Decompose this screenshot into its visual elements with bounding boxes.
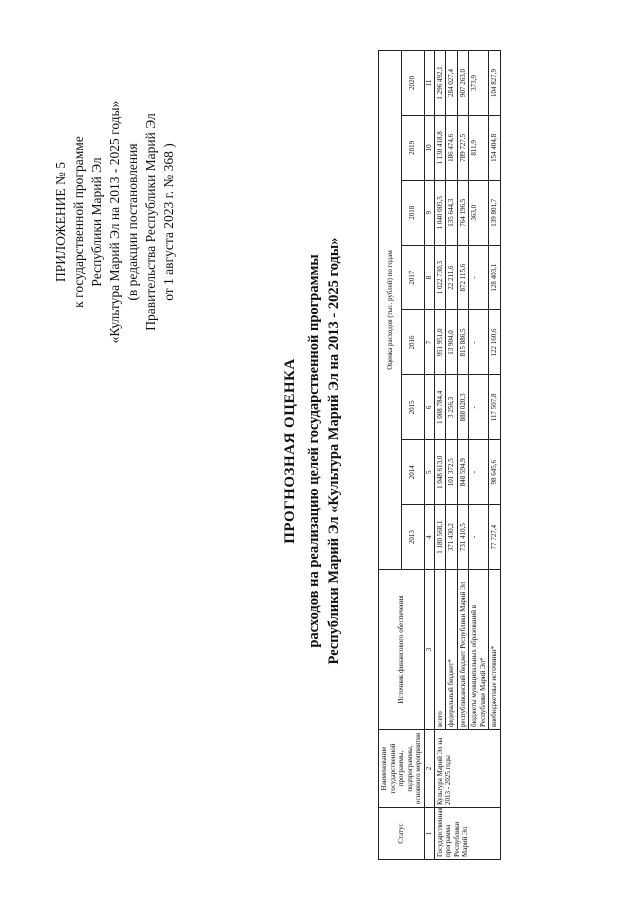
- program-name-cell: Культура Марий Эл на 2013 - 2025 годы: [434, 730, 500, 808]
- value-cell: 77 727,4: [489, 505, 501, 570]
- source-cell: республиканский бюджет Республики Марий Эл: [457, 570, 469, 730]
- year-header: 2015: [401, 375, 424, 440]
- source-cell: внебюджетные источники*: [489, 570, 501, 730]
- column-index: 3: [424, 570, 434, 730]
- year-header: 2014: [401, 440, 424, 505]
- source-cell: всего: [434, 570, 446, 730]
- column-index: 7: [424, 310, 434, 375]
- source-cell: федеральный бюджет*: [446, 570, 458, 730]
- value-cell: 811,9: [469, 115, 489, 180]
- value-cell: 3 256,3: [446, 375, 458, 440]
- value-cell: 122 160,6: [489, 310, 501, 375]
- table-row: [434, 51, 446, 860]
- year-header: 2019: [401, 115, 424, 180]
- value-cell: 815 886,5: [457, 310, 469, 375]
- document-subtitle: расходов на реализацию целей государственной программы: [306, 254, 322, 648]
- column-index: 4: [424, 505, 434, 570]
- value-cell: 363,0: [469, 180, 489, 245]
- appendix-line: к государственной программе: [71, 136, 86, 308]
- appendix-line: (в редакции постановления: [125, 143, 140, 301]
- value-cell: 139 801,7: [489, 180, 501, 245]
- value-cell: -: [469, 310, 489, 375]
- year-header: 2013: [401, 505, 424, 570]
- value-cell: 154 404,8: [489, 115, 501, 180]
- appendix-line: ПРИЛОЖЕНИЕ № 5: [53, 161, 68, 283]
- value-cell: 1 130 418,8: [434, 115, 446, 180]
- value-cell: 13 904,0: [446, 310, 458, 375]
- value-cell: 764 196,5: [457, 180, 469, 245]
- header-source: Источник финансового обеспечения: [379, 570, 425, 730]
- year-header: 2017: [401, 245, 424, 310]
- column-index: 2: [424, 730, 434, 808]
- status-cell: Государственная программа Республики Марий Эл: [434, 808, 500, 860]
- value-cell: 104 827,9: [489, 51, 501, 116]
- value-cell: 1 008 784,4: [434, 375, 446, 440]
- value-cell: 186 474,6: [446, 115, 458, 180]
- value-cell: -: [469, 375, 489, 440]
- value-cell: 951 951,0: [434, 310, 446, 375]
- appendix-line: Правительства Республики Марий Эл: [143, 113, 158, 331]
- value-cell: 731 410,5: [457, 505, 469, 570]
- column-index: 11: [424, 51, 434, 116]
- value-cell: 117 507,8: [489, 375, 501, 440]
- appendix-line: Республики Марий Эл: [89, 157, 104, 287]
- value-cell: -: [469, 245, 489, 310]
- expense-estimate-table: [378, 50, 501, 860]
- value-cell: 1 048 613,0: [434, 440, 446, 505]
- value-cell: 789 727,5: [457, 115, 469, 180]
- appendix-line: от 1 августа 2023 г. № 368 ): [161, 143, 176, 301]
- value-cell: 98 645,6: [489, 440, 501, 505]
- appendix-block: [52, 42, 178, 402]
- value-cell: 848 594,9: [457, 440, 469, 505]
- value-cell: 872 115,6: [457, 245, 469, 310]
- column-index: 6: [424, 375, 434, 440]
- table-header-row: [379, 51, 402, 860]
- header-status: Статус: [379, 808, 425, 860]
- column-index: 1: [424, 808, 434, 860]
- document-subtitle-program: Республики Марий Эл «Культура Марий Эл на 2013 - 2025 годы»: [326, 237, 342, 665]
- value-cell: 1 180 568,1: [434, 505, 446, 570]
- year-header: 2016: [401, 310, 424, 375]
- column-index-row: [424, 51, 434, 860]
- value-cell: -: [469, 440, 489, 505]
- column-index: 10: [424, 115, 434, 180]
- value-cell: 371 430,2: [446, 505, 458, 570]
- value-cell: 101 372,5: [446, 440, 458, 505]
- column-index: 5: [424, 440, 434, 505]
- value-cell: 22 211,6: [446, 245, 458, 310]
- value-cell: 907 263,0: [457, 51, 469, 116]
- year-header: 2018: [401, 180, 424, 245]
- value-cell: 284 027,4: [446, 51, 458, 116]
- column-index: 9: [424, 180, 434, 245]
- value-cell: 373,9: [469, 51, 489, 116]
- value-cell: 128 403,1: [489, 245, 501, 310]
- value-cell: 135 644,3: [446, 180, 458, 245]
- column-index: 8: [424, 245, 434, 310]
- value-cell: 888 020,3: [457, 375, 469, 440]
- header-name: Наименование государственной программы, подпрограммы, основного мероприятия: [379, 730, 425, 808]
- appendix-line: «Культура Марий Эл на 2013 - 2025 годы»: [107, 100, 122, 344]
- value-cell: 1 040 005,5: [434, 180, 446, 245]
- value-cell: -: [469, 505, 489, 570]
- document-title: ПРОГНОЗНАЯ ОЦЕНКА: [282, 358, 298, 544]
- source-cell: бюджеты муниципальных образований в Республике Марий Эл*: [469, 570, 489, 730]
- value-cell: 1 022 730,3: [434, 245, 446, 310]
- header-estimate: Оценка расходов (тыс. рублей) по годам: [379, 51, 402, 570]
- value-cell: 1 296 492,1: [434, 51, 446, 116]
- year-header: 2020: [401, 51, 424, 116]
